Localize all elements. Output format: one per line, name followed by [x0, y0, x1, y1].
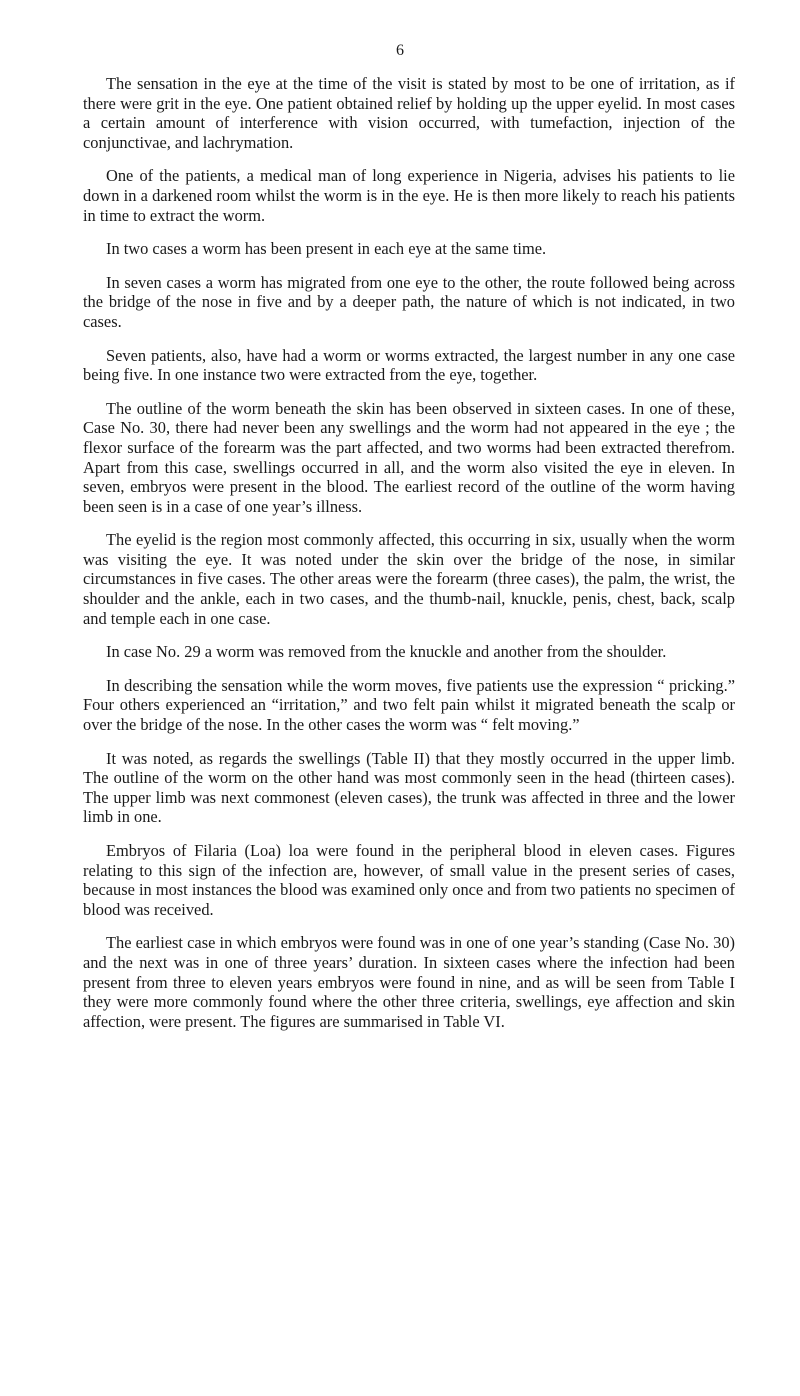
paragraph-case-29: In case No. 29 a worm was removed from the knuckle and another from the shoulder.	[106, 642, 667, 662]
paragraph-both-eyes: In two cases a worm has been present in each eye at the same time.	[106, 239, 547, 259]
paragraph-worm-outline: The outline of the worm beneath the skin has been observed in sixteen cases. In one of these, Case No. 30, there had never been any swellings and the worm had not appeared in the eye ; the flexor surface of the forearm was the part affected, and two worms had been extracted therefrom. Apart from this case, swellings occurred in all, and the worm also visited the eye in eleven. In seven, embryos were present in the blood. The earliest record of the outline of the worm having been seen is in a case of one year’s illness.	[83, 398, 735, 516]
paragraph-worms-extracted: Seven patients, also, have had a worm or worms extracted, the largest number in any one case being five. In one instance two were extracted from the eye, together.	[83, 345, 735, 385]
paragraph-eye-sensation: The sensation in the eye at the time of the visit is stated by most to be one of irritation, as if there were grit in the eye. One patient obtained relief by holding up the upper eyelid. In most cases a certain amount of interference with vision occurred, with tumefaction, injection of the conjunctivae, and lachrymation.	[83, 74, 735, 152]
paragraph-swellings-table-ii: It was noted, as regards the swellings (Table II) that they mostly occurred in the upper limb. The outline of the worm on the other hand was most commonly seen in the head (thirteen cases). The upper limb was next commonest (eleven cases), the trunk was affected in three and the lower limb in one.	[83, 748, 735, 827]
paragraph-embryos-blood: Embryos of Filaria (Loa) loa were found in the peripheral blood in eleven cases. Figures relating to this sign of the infection are, however, of small value in the present series of cases, because in most instances the blood was examined only once and from two patients no specimen of blood was received.	[83, 841, 735, 919]
paragraph-regions-affected: The eyelid is the region most commonly affected, this occurring in six, usually when the worm was visiting the eye. It was noted under the skin over the bridge of the nose, in similar circumstances in five cases. The other areas were the forearm (three cases), the palm, the wrist, the shoulder and the ankle, each in two cases, and the thumb-nail, knuckle, penis, chest, back, scalp and temple each in one case.	[83, 530, 735, 628]
paragraph-movement-sensation: In describing the sensation while the worm moves, five patients use the expression “ pricking.” Four others experienced an “irritation,” and two felt pain whilst it migrated beneath the scalp or over the bridge of the nose. In the other cases the worm was “ felt moving.”	[83, 675, 735, 735]
paragraph-eye-migration: In seven cases a worm has migrated from one eye to the other, the route followed being across the bridge of the nose in five and by a deeper path, the nature of which is not indicated, in two cases.	[83, 272, 735, 331]
paragraph-darkened-room-advice: One of the patients, a medical man of long experience in Nigeria, advises his patients to lie down in a darkened room whilst the worm is in the eye. He is then more likely to reach his patients in time to extract the worm.	[83, 166, 735, 225]
paragraph-earliest-embryos: The earliest case in which embryos were found was in one of one year’s standing (Case No. 30) and the next was in one of three years’ duration. In sixteen cases where the infection had been present from three to eleven years embryos were found in nine, and as will be seen from Table I they were more commonly found where the other three criteria, swellings, eye affection and skin affection, were present. The figures are summarised in Table VI.	[83, 933, 735, 1031]
page-number: 6	[396, 42, 404, 59]
body-text	[83, 74, 735, 1045]
